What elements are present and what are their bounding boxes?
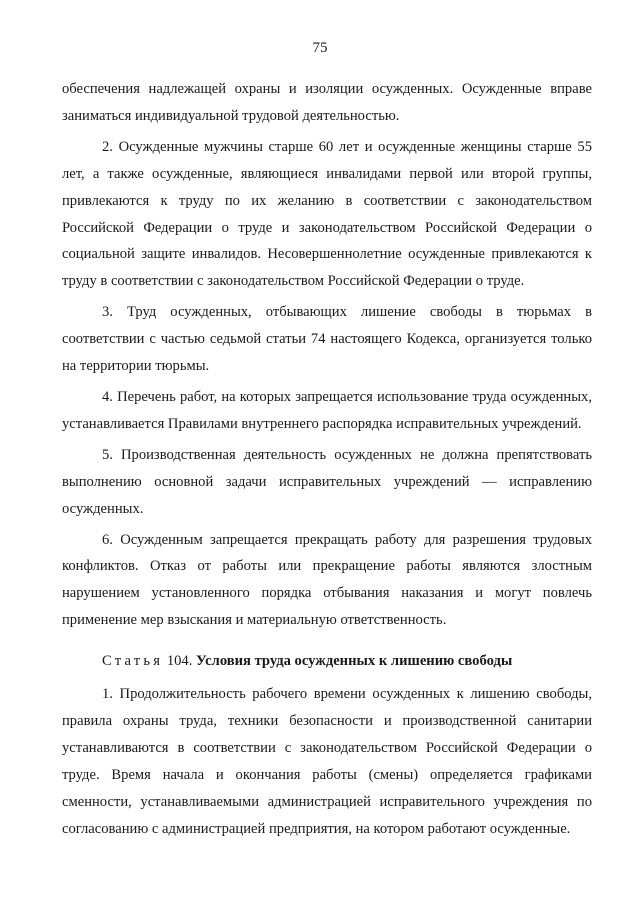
- paragraph-item-2: 2. Осужденные мужчины старше 60 лет и осужденные женщины старше 55 лет, а также осужденные, являющиеся инвалидами первой или второй группы, привлекаются к труду по их желанию в соответствии с законодательством Российской Федерации о труде и законодательством Российской Федерации о социальной защите инвалидов. Несовершеннолетние осужденные привлекаются к труду в соответствии с законодательством Российской Федерации о труде.: [62, 138, 592, 290]
- article-heading: [62, 648, 592, 675]
- paragraph-art104-item-1: 1. Продолжительность рабочего времени осужденных к лишению свободы, правила охраны труда, техники безопасности и производственной санитарии устанавливаются в соответствии с законодательством Российской Федерации о труде. Время начала и окончания работы (смены) определяется графиками сменности, устанавливаемыми администрацией исправительного учреждения по согласованию с администрацией предприятия, на котором работают осужденные.: [62, 686, 592, 837]
- paragraph-item-3: 3. Труд осужденных, отбывающих лишение свободы в тюрьмах в соответствии с частью седьмой статьи 74 настоящего Кодекса, организуется только на территории тюрьмы.: [62, 304, 592, 375]
- article-number: 104.: [166, 653, 193, 670]
- paragraph-item-5: 5. Производственная деятельность осужденных не должна препятствовать выполнению основной задачи исправительных учреждений — исправлению осужденных.: [62, 446, 592, 517]
- paragraph-item-6: 6. Осужденным запрещается прекращать работу для разрешения трудовых конфликтов. Отказ от работы или прекращение работы являются злостным нарушением установленного порядка отбывания наказания и могут повлечь применение мер взыскания и материальную ответственность.: [62, 531, 592, 629]
- page-number: 75: [312, 40, 328, 56]
- page-body: [62, 76, 592, 842]
- paragraph-continuation: обеспечения надлежащей охраны и изоляции осужденных. Осужденные вправе заниматься индивидуальной трудовой деятельностью.: [62, 81, 592, 124]
- article-title: Условия труда осужденных к лишению свободы: [196, 653, 513, 670]
- paragraph-item-4: 4. Перечень работ, на которых запрещается использование труда осужденных, устанавливается Правилами внутреннего распорядка исправительных учреждений.: [62, 388, 592, 432]
- article-word: Статья: [102, 653, 164, 670]
